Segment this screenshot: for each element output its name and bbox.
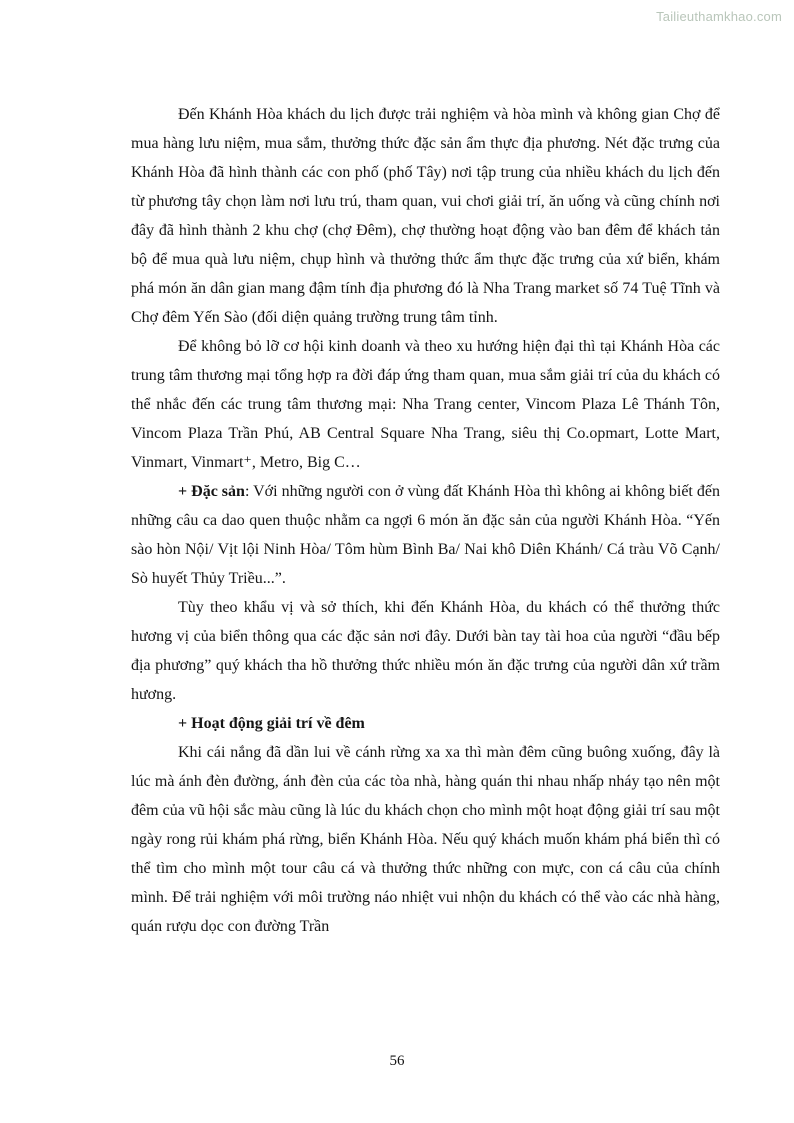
paragraph-bold-lead: + Đặc sản [178, 483, 245, 500]
paragraph-bold-lead: + Hoạt động giải trí về đêm [178, 715, 365, 732]
document-body [131, 100, 720, 941]
page-number: 56 [389, 1053, 405, 1069]
watermark-link[interactable]: Tailieuthamkhao.com [656, 9, 782, 24]
paragraph [131, 332, 720, 477]
paragraph-text: Tùy theo khẩu vị và sở thích, khi đến Khánh Hòa, du khách có thể thưởng thức hương vị của biển thông qua các đặc sản nơi đây. Dưới bàn tay tài hoa của người “đầu bếp địa phương” quý khách tha hồ thưởng thức nhiều món ăn đặc trưng của người dân xứ trầm hương. [131, 599, 720, 703]
paragraph [131, 100, 720, 332]
paragraph-heading [131, 709, 720, 738]
paragraph [131, 477, 720, 593]
paragraph-text: Đến Khánh Hòa khách du lịch được trải nghiệm và hòa mình và không gian Chợ để mua hàng lưu niệm, mua sắm, thưởng thức đặc sản ẩm thực địa phương. Nét đặc trưng của Khánh Hòa đã hình thành các con phố (phố Tây) nơi tập trung của nhiều khách du lịch đến từ phương tây chọn làm nơi lưu trú, tham quan, vui chơi giải trí, ăn uống và cũng chính nơi đây đã hình thành 2 khu chợ (chợ Đêm), chợ thường hoạt động vào ban đêm để khách tản bộ để mua quà lưu niệm, chụp hình và thưởng thức ẩm thực đặc trưng của xứ biển, khám phá món ăn dân gian mang đậm tính địa phương đó là Nha Trang market số 74 Tuệ Tĩnh và Chợ đêm Yến Sào (đối diện quảng trường trung tâm tỉnh. [131, 106, 720, 326]
paragraph [131, 738, 720, 941]
paragraph [131, 593, 720, 709]
paragraph-text: Để không bỏ lỡ cơ hội kinh doanh và theo xu hướng hiện đại thì tại Khánh Hòa các trung tâm thương mại tổng hợp ra đời đáp ứng tham quan, mua sắm giải trí của du khách có thể nhắc đến các trung tâm thương mại: Nha Trang center, Vincom Plaza Lê Thánh Tôn, Vincom Plaza Trần Phú, AB Central Square Nha Trang, siêu thị Co.opmart, Lotte Mart, Vinmart, Vinmart⁺, Metro, Big C… [131, 338, 720, 471]
paragraph-text: Khi cái nắng đã dần lui về cánh rừng xa xa thì màn đêm cũng buông xuống, đây là lúc mà ánh đèn đường, ánh đèn của các tòa nhà, hàng quán thi nhau nhấp nháy tạo nên một đêm của vũ hội sắc màu cũng là lúc du khách chọn cho mình một hoạt động giải trí sau một ngày rong rủi khám phá rừng, biển Khánh Hòa. Nếu quý khách muốn khám phá biển thì có thể tìm cho mình một tour câu cá và thưởng thức những con mực, con cá câu của chính mình. Để trải nghiệm với môi trường náo nhiệt vui nhộn du khách có thể vào các nhà hàng, quán rượu dọc con đường Trần [131, 744, 720, 935]
paragraph-text: : Với những người con ở vùng đất Khánh Hòa thì không ai không biết đến những câu ca dao quen thuộc nhằm ca ngợi 6 món ăn đặc sản của người Khánh Hòa. “Yến sào hòn Nội/ Vịt lội Ninh Hòa/ Tôm hùm Bình Ba/ Nai khô Diên Khánh/ Cá tràu Võ Cạnh/ Sò huyết Thủy Triều...”. [131, 483, 720, 587]
